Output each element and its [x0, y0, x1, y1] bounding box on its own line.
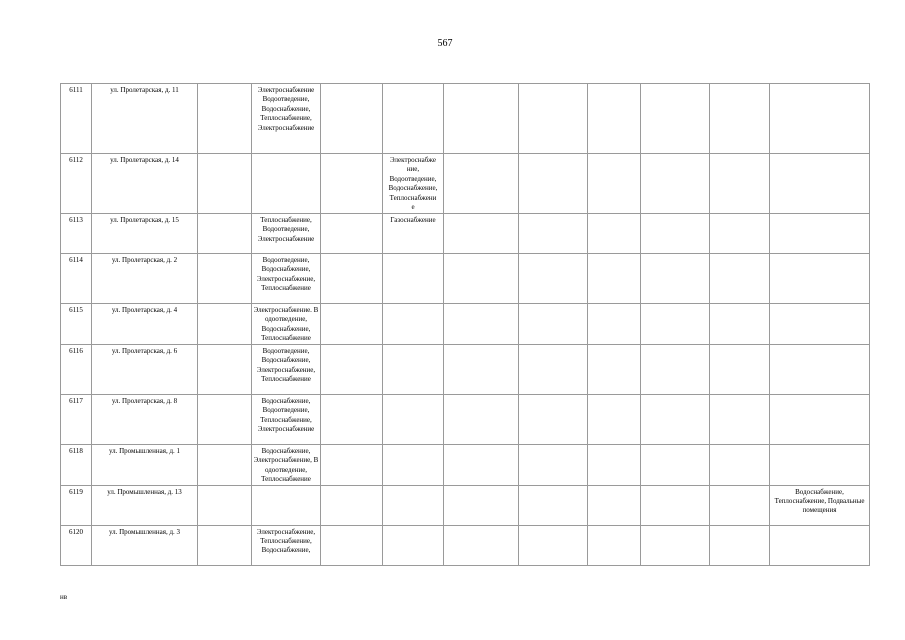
- service-text: Водоснабжение,: [261, 265, 311, 274]
- row-number: 6120: [61, 525, 92, 565]
- service-cell: [770, 254, 870, 304]
- service-cell: [252, 154, 321, 214]
- service-cell: [321, 254, 383, 304]
- service-cell: [641, 344, 710, 394]
- address-cell: ул. Промышленная, д. 13: [92, 485, 198, 525]
- service-cell: [383, 525, 444, 565]
- service-cell: [252, 304, 321, 345]
- service-text: Водоснабжение,: [261, 356, 311, 365]
- service-cell: [519, 525, 588, 565]
- service-cell: [641, 485, 710, 525]
- row-number: 6116: [61, 344, 92, 394]
- service-cell: [519, 84, 588, 154]
- service-text: Водоотведение,: [262, 95, 310, 104]
- service-cell: [321, 84, 383, 154]
- table-row: [61, 525, 870, 565]
- empty-cell: [198, 304, 252, 345]
- service-cell: [710, 394, 770, 444]
- service-text: Теплоснабжение,: [260, 536, 312, 545]
- service-cell: [770, 485, 870, 525]
- service-cell: [641, 154, 710, 214]
- service-cell: [519, 304, 588, 345]
- service-cell: [710, 254, 770, 304]
- service-text: ние,: [406, 165, 420, 174]
- service-cell: [252, 394, 321, 444]
- table-body: [61, 84, 870, 566]
- service-cell: [710, 214, 770, 254]
- address-cell: ул. Промышленная, д. 3: [92, 525, 198, 565]
- service-cell: [588, 344, 641, 394]
- service-cell: [321, 304, 383, 345]
- service-cell: [519, 394, 588, 444]
- service-cell: [641, 394, 710, 444]
- service-cell: [710, 154, 770, 214]
- service-text: Теплоснабжение,: [260, 114, 312, 123]
- service-cell: [444, 344, 519, 394]
- service-text: Электроснабжение,: [256, 274, 316, 283]
- service-cell: [710, 304, 770, 345]
- service-text: Теплоснабжение: [261, 334, 311, 343]
- service-cell: [770, 214, 870, 254]
- address-cell: ул. Пролетарская, д. 8: [92, 394, 198, 444]
- service-cell: [588, 444, 641, 485]
- service-cell: [252, 444, 321, 485]
- service-cell: [444, 214, 519, 254]
- empty-cell: [198, 254, 252, 304]
- address-cell: ул. Пролетарская, д. 4: [92, 304, 198, 345]
- service-cell: [641, 84, 710, 154]
- service-text: помещения: [802, 506, 837, 515]
- service-cell: [383, 84, 444, 154]
- service-text: Теплоснабжение, Подвальные: [774, 496, 865, 505]
- table-row: [61, 154, 870, 214]
- service-cell: [770, 84, 870, 154]
- service-cell: [588, 485, 641, 525]
- service-cell: [383, 444, 444, 485]
- service-cell: [444, 84, 519, 154]
- service-cell: [383, 394, 444, 444]
- services-table: [60, 83, 870, 566]
- service-cell: [383, 485, 444, 525]
- service-text: Электроснабжение: [257, 86, 315, 94]
- service-cell: [444, 394, 519, 444]
- table-row: [61, 344, 870, 394]
- service-text: Теплоснабжени: [389, 193, 437, 202]
- service-cell: [588, 304, 641, 345]
- empty-cell: [198, 394, 252, 444]
- service-cell: [588, 84, 641, 154]
- service-cell: [444, 304, 519, 345]
- service-cell: [710, 525, 770, 565]
- address-cell: ул. Промышленная, д. 1: [92, 444, 198, 485]
- service-cell: [444, 485, 519, 525]
- service-cell: [252, 84, 321, 154]
- row-number: 6111: [61, 84, 92, 154]
- service-text: Водоснабжение,: [388, 184, 438, 193]
- service-cell: [770, 394, 870, 444]
- service-cell: [252, 214, 321, 254]
- service-text: Теплоснабжение: [261, 284, 311, 293]
- service-cell: [444, 525, 519, 565]
- service-text: Водоснабжение,: [261, 324, 311, 333]
- service-text: Водоотведение,: [262, 406, 310, 415]
- service-cell: [710, 344, 770, 394]
- service-cell: [252, 254, 321, 304]
- service-cell: [321, 214, 383, 254]
- service-text: Теплоснабжение,: [260, 216, 312, 224]
- row-number: 6113: [61, 214, 92, 254]
- service-text: Теплоснабжение,: [260, 415, 312, 424]
- service-cell: [321, 154, 383, 214]
- service-text: Водоснабжение,: [261, 396, 311, 405]
- service-cell: [383, 254, 444, 304]
- table-row: [61, 214, 870, 254]
- empty-cell: [198, 344, 252, 394]
- row-number: 6118: [61, 444, 92, 485]
- service-text: Теплоснабжение: [261, 375, 311, 384]
- service-text: Водоотведение,: [262, 225, 310, 234]
- service-cell: [383, 304, 444, 345]
- service-text: Водоснабжение,: [261, 446, 311, 455]
- service-text: Электроснабжение: [257, 123, 315, 132]
- empty-cell: [198, 154, 252, 214]
- service-cell: [641, 304, 710, 345]
- empty-cell: [198, 84, 252, 154]
- address-cell: ул. Пролетарская, д. 11: [92, 84, 198, 154]
- row-number: 6112: [61, 154, 92, 214]
- service-cell: [770, 344, 870, 394]
- service-cell: [519, 444, 588, 485]
- footer-mark: нв: [60, 593, 68, 601]
- service-cell: [252, 344, 321, 394]
- address-cell: ул. Пролетарская, д. 6: [92, 344, 198, 394]
- service-cell: [588, 525, 641, 565]
- address-cell: ул. Пролетарская, д. 2: [92, 254, 198, 304]
- service-cell: [383, 214, 444, 254]
- service-cell: [770, 444, 870, 485]
- service-text: Водоснабжение,: [795, 487, 844, 496]
- service-text: Водоснабжение,: [261, 546, 311, 555]
- service-cell: [519, 344, 588, 394]
- table-row: [61, 254, 870, 304]
- empty-cell: [198, 485, 252, 525]
- row-number: 6115: [61, 304, 92, 345]
- service-cell: [770, 304, 870, 345]
- row-number: 6117: [61, 394, 92, 444]
- service-cell: [641, 525, 710, 565]
- service-text: Электроснабжение: [257, 425, 315, 434]
- table-row: [61, 394, 870, 444]
- service-cell: [321, 525, 383, 565]
- service-text: Электроснабжение: [257, 234, 315, 243]
- service-cell: [321, 444, 383, 485]
- service-cell: [383, 154, 444, 214]
- empty-cell: [198, 214, 252, 254]
- service-cell: [519, 485, 588, 525]
- service-text: Водоотведение,: [389, 174, 437, 183]
- service-cell: [588, 154, 641, 214]
- service-cell: [519, 214, 588, 254]
- service-cell: [770, 154, 870, 214]
- service-cell: [519, 254, 588, 304]
- service-cell: [321, 344, 383, 394]
- service-text: Электроснабжение. Водоотведение,: [253, 306, 319, 324]
- service-cell: [710, 444, 770, 485]
- service-text: е: [411, 203, 415, 212]
- service-text: Электроснабжение,: [256, 365, 316, 374]
- service-text: Водоотведение,: [262, 346, 310, 355]
- empty-cell: [198, 444, 252, 485]
- service-cell: [321, 394, 383, 444]
- service-cell: [588, 394, 641, 444]
- service-cell: [588, 214, 641, 254]
- service-text: Водоснабжение,: [261, 104, 311, 113]
- service-cell: [710, 485, 770, 525]
- service-cell: [252, 525, 321, 565]
- address-cell: ул. Пролетарская, д. 15: [92, 214, 198, 254]
- service-text: Водоотведение,: [262, 256, 310, 264]
- address-cell: ул. Пролетарская, д. 14: [92, 154, 198, 214]
- service-cell: [321, 485, 383, 525]
- table-row: [61, 304, 870, 345]
- service-cell: [444, 154, 519, 214]
- service-cell: [641, 254, 710, 304]
- page-number: 567: [437, 38, 453, 49]
- service-cell: [588, 254, 641, 304]
- service-cell: [519, 154, 588, 214]
- empty-cell: [198, 525, 252, 565]
- table-row: [61, 84, 870, 154]
- service-cell: [641, 214, 710, 254]
- table-row: [61, 444, 870, 485]
- service-cell: [252, 485, 321, 525]
- service-cell: [770, 525, 870, 565]
- row-number: 6114: [61, 254, 92, 304]
- table-row: [61, 485, 870, 525]
- service-cell: [641, 444, 710, 485]
- row-number: 6119: [61, 485, 92, 525]
- service-cell: [710, 84, 770, 154]
- service-text: Электроснабжение,: [256, 527, 316, 536]
- service-text: Газоснабжение: [390, 216, 436, 224]
- service-text: Электроснабжение, Водоотведение,: [253, 456, 319, 474]
- service-text: Электроснабже: [390, 156, 436, 164]
- service-text: Теплоснабжение: [261, 475, 311, 484]
- service-cell: [383, 344, 444, 394]
- service-cell: [444, 254, 519, 304]
- service-cell: [444, 444, 519, 485]
